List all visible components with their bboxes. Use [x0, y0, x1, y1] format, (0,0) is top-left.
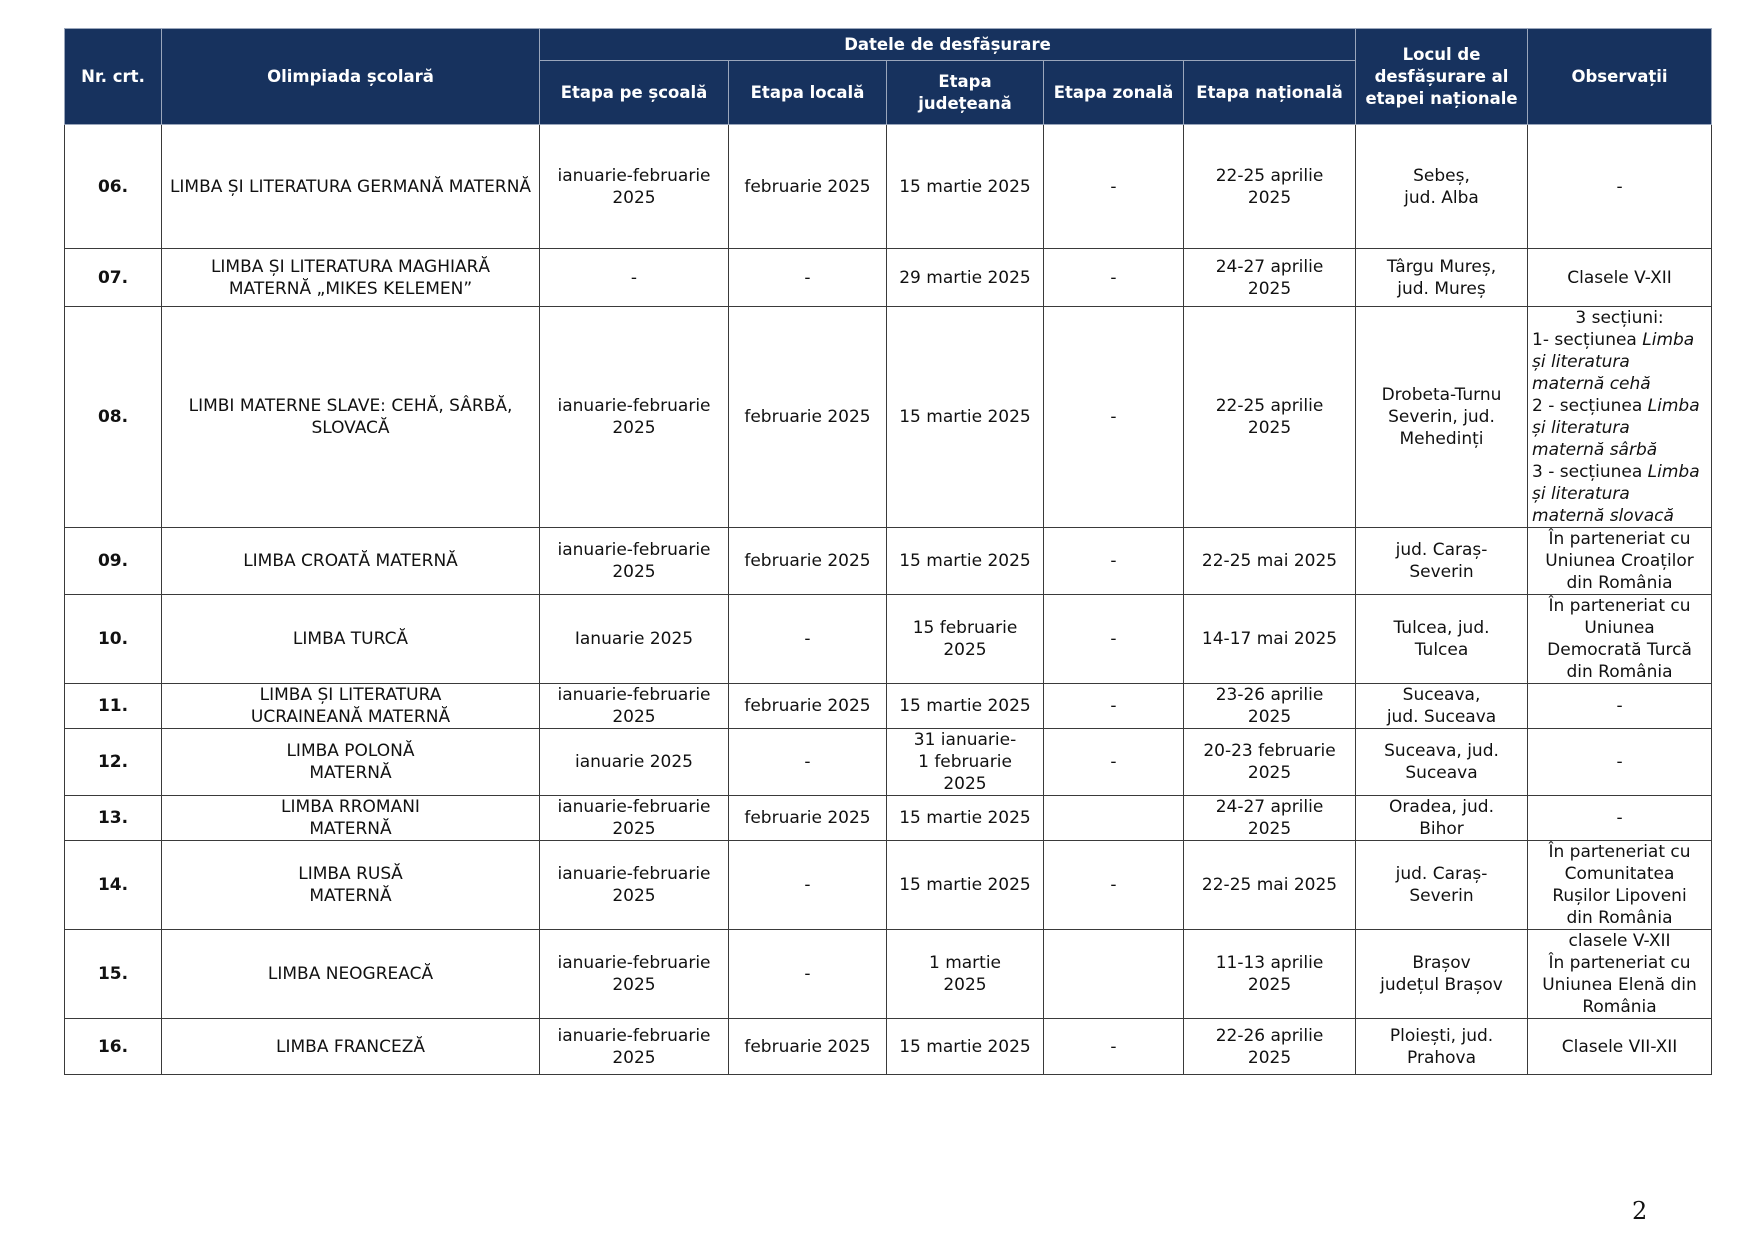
table-row — [65, 729, 1712, 796]
olympiad-schedule-table — [64, 28, 1712, 1075]
cell-nr: 10. — [65, 595, 162, 684]
cell-observatii: În parteneriat cu Uniunea Democrată Turcă din România — [1528, 595, 1712, 684]
cell-olimpiada: LIMBA CROATĂ MATERNĂ — [162, 528, 540, 595]
cell-nr: 08. — [65, 307, 162, 528]
cell-nationala: 22-25 mai 2025 — [1184, 528, 1356, 595]
page-number: 2 — [1632, 1197, 1648, 1225]
cell-locala: - — [729, 930, 887, 1019]
cell-judeteana: 15 martie 2025 — [887, 841, 1044, 930]
cell-judeteana: 15 februarie 2025 — [887, 595, 1044, 684]
cell-nationala: 14-17 mai 2025 — [1184, 595, 1356, 684]
cell-locala: - — [729, 841, 887, 930]
cell-nationala: 11-13 aprilie 2025 — [1184, 930, 1356, 1019]
cell-zonala — [1044, 796, 1184, 841]
cell-nationala: 22-25 aprilie 2025 — [1184, 125, 1356, 249]
cell-locala: februarie 2025 — [729, 796, 887, 841]
cell-olimpiada: LIMBA RROMANI MATERNĂ — [162, 796, 540, 841]
table-row — [65, 684, 1712, 729]
cell-scoala: ianuarie-februarie 2025 — [540, 841, 729, 930]
cell-observatii: - — [1528, 796, 1712, 841]
cell-judeteana: 15 martie 2025 — [887, 528, 1044, 595]
cell-judeteana: 15 martie 2025 — [887, 684, 1044, 729]
cell-observatii: În parteneriat cu Comunitatea Rușilor Lipoveni din România — [1528, 841, 1712, 930]
cell-judeteana: 1 martie 2025 — [887, 930, 1044, 1019]
cell-zonala: - — [1044, 528, 1184, 595]
table-row — [65, 249, 1712, 307]
cell-zonala — [1044, 930, 1184, 1019]
cell-locul: Ploiești, jud. Prahova — [1356, 1019, 1528, 1075]
cell-judeteana: 15 martie 2025 — [887, 1019, 1044, 1075]
cell-nr: 16. — [65, 1019, 162, 1075]
header-observatii: Observații — [1528, 29, 1712, 125]
cell-scoala: - — [540, 249, 729, 307]
cell-locul: Brașov județul Brașov — [1356, 930, 1528, 1019]
cell-locala: februarie 2025 — [729, 1019, 887, 1075]
table-row — [65, 1019, 1712, 1075]
cell-olimpiada: LIMBA ȘI LITERATURA GERMANĂ MATERNĂ — [162, 125, 540, 249]
header-nr: Nr. crt. — [65, 29, 162, 125]
cell-scoala: ianuarie-februarie 2025 — [540, 125, 729, 249]
cell-zonala: - — [1044, 1019, 1184, 1075]
header-judeteana: Etapa județeană — [887, 61, 1044, 125]
cell-olimpiada: LIMBA FRANCEZĂ — [162, 1019, 540, 1075]
cell-observatii: clasele V-XII În parteneriat cu Uniunea Elenă din România — [1528, 930, 1712, 1019]
cell-locul: Drobeta-Turnu Severin, jud. Mehedinți — [1356, 307, 1528, 528]
cell-observatii: Clasele VII-XII — [1528, 1019, 1712, 1075]
cell-olimpiada: LIMBA ȘI LITERATURA MAGHIARĂ MATERNĂ „MIKES KELEMEN” — [162, 249, 540, 307]
cell-observatii: - — [1528, 729, 1712, 796]
cell-judeteana: 29 martie 2025 — [887, 249, 1044, 307]
cell-nr: 11. — [65, 684, 162, 729]
cell-locala: - — [729, 595, 887, 684]
cell-locala: februarie 2025 — [729, 528, 887, 595]
cell-zonala: - — [1044, 595, 1184, 684]
cell-olimpiada: LIMBI MATERNE SLAVE: CEHĂ, SÂRBĂ, SLOVACĂ — [162, 307, 540, 528]
cell-scoala: ianuarie-februarie 2025 — [540, 796, 729, 841]
cell-locul: jud. Caraș- Severin — [1356, 841, 1528, 930]
table-row — [65, 841, 1712, 930]
cell-locul: Oradea, jud. Bihor — [1356, 796, 1528, 841]
cell-scoala: ianuarie-februarie 2025 — [540, 307, 729, 528]
cell-observatii: În parteneriat cu Uniunea Croaților din România — [1528, 528, 1712, 595]
cell-nr: 12. — [65, 729, 162, 796]
cell-scoala: ianuarie 2025 — [540, 729, 729, 796]
cell-judeteana: 15 martie 2025 — [887, 125, 1044, 249]
header-nationala: Etapa națională — [1184, 61, 1356, 125]
header-datele: Datele de desfășurare — [540, 29, 1356, 61]
cell-locul: Tulcea, jud. Tulcea — [1356, 595, 1528, 684]
cell-observatii: - — [1528, 684, 1712, 729]
cell-nr: 06. — [65, 125, 162, 249]
cell-scoala: Ianuarie 2025 — [540, 595, 729, 684]
table-row — [65, 528, 1712, 595]
cell-locala: februarie 2025 — [729, 684, 887, 729]
cell-locul: Târgu Mureș, jud. Mureș — [1356, 249, 1528, 307]
cell-judeteana: 15 martie 2025 — [887, 796, 1044, 841]
table-row — [65, 125, 1712, 249]
cell-zonala: - — [1044, 729, 1184, 796]
cell-locala: - — [729, 249, 887, 307]
cell-zonala: - — [1044, 307, 1184, 528]
cell-nr: 15. — [65, 930, 162, 1019]
cell-nationala: 24-27 aprilie 2025 — [1184, 796, 1356, 841]
cell-locul: Suceava, jud. Suceava — [1356, 684, 1528, 729]
cell-scoala: ianuarie-februarie 2025 — [540, 528, 729, 595]
header-zonala: Etapa zonală — [1044, 61, 1184, 125]
cell-nationala: 22-26 aprilie 2025 — [1184, 1019, 1356, 1075]
header-locul: Locul de desfășurare al etapei naționale — [1356, 29, 1528, 125]
cell-locala: februarie 2025 — [729, 307, 887, 528]
cell-nationala: 20-23 februarie 2025 — [1184, 729, 1356, 796]
cell-locul: jud. Caraș- Severin — [1356, 528, 1528, 595]
cell-zonala: - — [1044, 684, 1184, 729]
table-row — [65, 595, 1712, 684]
header-scoala: Etapa pe școală — [540, 61, 729, 125]
cell-zonala: - — [1044, 841, 1184, 930]
cell-olimpiada: LIMBA TURCĂ — [162, 595, 540, 684]
cell-nationala: 24-27 aprilie 2025 — [1184, 249, 1356, 307]
cell-observatii: Clasele V-XII — [1528, 249, 1712, 307]
table-row — [65, 796, 1712, 841]
cell-nr: 14. — [65, 841, 162, 930]
cell-judeteana: 31 ianuarie- 1 februarie 2025 — [887, 729, 1044, 796]
cell-observatii: 3 secțiuni: 1- secțiunea Limba și literatura maternă cehă 2 - secțiunea Limba și literatura maternă sârbă 3 - secțiunea Limba și literatura maternă slovacă — [1528, 307, 1712, 528]
cell-nr: 13. — [65, 796, 162, 841]
cell-olimpiada: LIMBA RUSĂ MATERNĂ — [162, 841, 540, 930]
cell-nationala: 22-25 aprilie 2025 — [1184, 307, 1356, 528]
cell-nationala: 23-26 aprilie 2025 — [1184, 684, 1356, 729]
cell-zonala: - — [1044, 249, 1184, 307]
cell-judeteana: 15 martie 2025 — [887, 307, 1044, 528]
cell-olimpiada: LIMBA NEOGREACĂ — [162, 930, 540, 1019]
header-olimpiada: Olimpiada școlară — [162, 29, 540, 125]
cell-nationala: 22-25 mai 2025 — [1184, 841, 1356, 930]
cell-olimpiada: LIMBA POLONĂ MATERNĂ — [162, 729, 540, 796]
cell-scoala: ianuarie-februarie 2025 — [540, 930, 729, 1019]
table-body — [65, 125, 1712, 1075]
cell-olimpiada: LIMBA ȘI LITERATURA UCRAINEANĂ MATERNĂ — [162, 684, 540, 729]
cell-locul: Sebeș, jud. Alba — [1356, 125, 1528, 249]
cell-locul: Suceava, jud. Suceava — [1356, 729, 1528, 796]
cell-zonala: - — [1044, 125, 1184, 249]
cell-observatii: - — [1528, 125, 1712, 249]
cell-locala: - — [729, 729, 887, 796]
header-locala: Etapa locală — [729, 61, 887, 125]
cell-scoala: ianuarie-februarie 2025 — [540, 684, 729, 729]
cell-scoala: ianuarie-februarie 2025 — [540, 1019, 729, 1075]
cell-nr: 09. — [65, 528, 162, 595]
table-row — [65, 930, 1712, 1019]
cell-nr: 07. — [65, 249, 162, 307]
cell-locala: februarie 2025 — [729, 125, 887, 249]
table-row — [65, 307, 1712, 528]
